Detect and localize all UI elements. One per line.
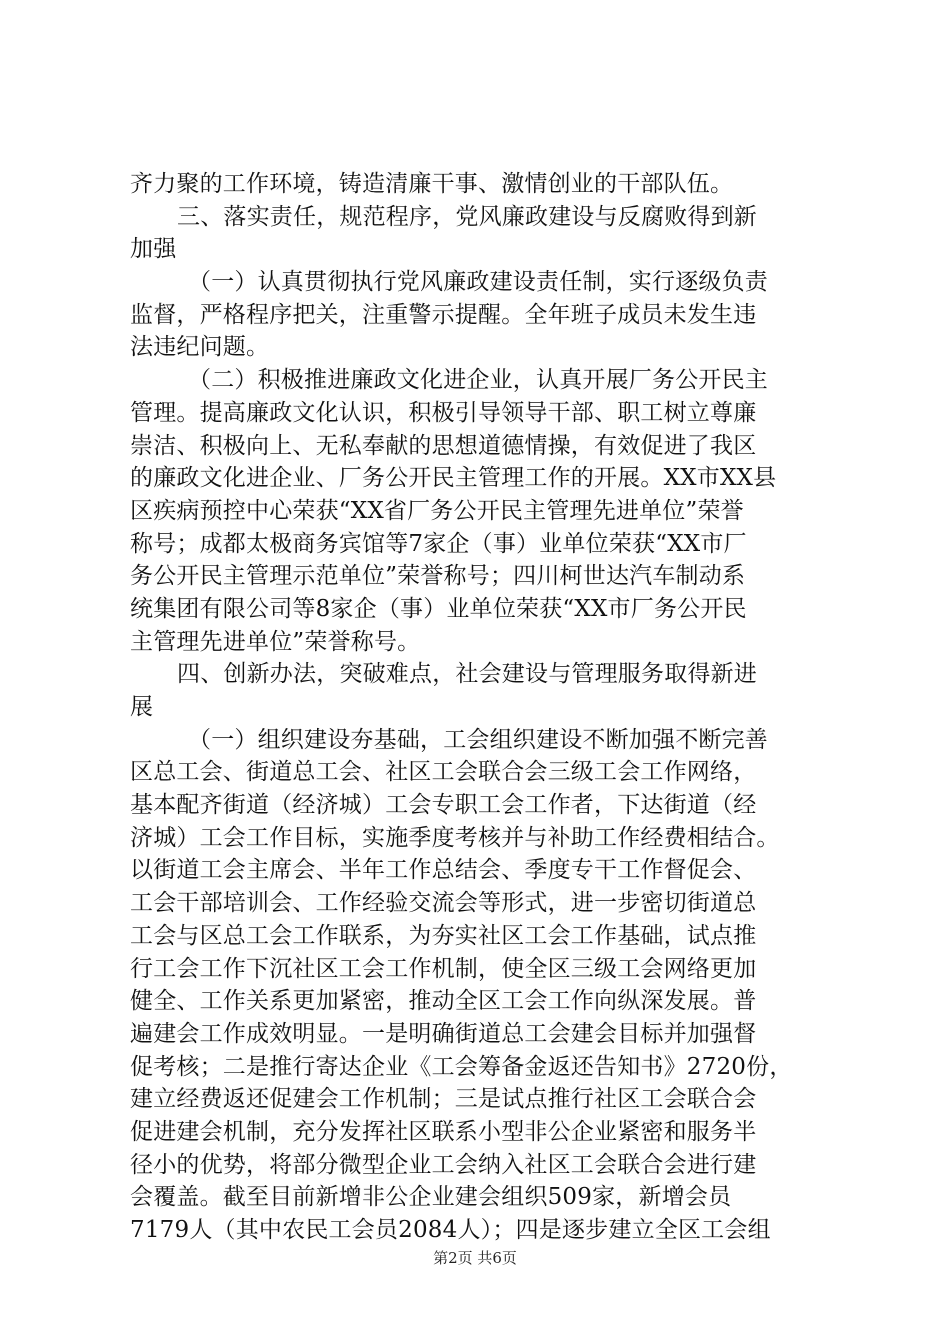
text-line: 主管理先进单位”荣誉称号。 xyxy=(130,628,421,655)
text-line: 加强 xyxy=(130,236,177,263)
text-line: 促考核；二是推行寄达企业《工会筹备金返还告知书》2720份， xyxy=(130,1053,793,1080)
text-line: 行工会工作下沉社区工会工作机制，使全区三级工会网络更加 xyxy=(130,955,757,982)
document-body xyxy=(130,168,850,1247)
text-line: 三、落实责任，规范程序，党风廉政建设与反腐败得到新 xyxy=(177,203,757,230)
text-line: 区疾病预控中心荣获“XX省厂务公开民主管理先进单位”荣誉 xyxy=(130,497,744,524)
text-line: 监督，严格程序把关，注重警示提醒。全年班子成员未发生违 xyxy=(130,301,757,328)
text-line: 遍建会工作成效明显。一是明确街道总工会建会目标并加强督 xyxy=(130,1020,757,1047)
text-line: 建立经费返还促建会工作机制；三是试点推行社区工会联合会 xyxy=(130,1086,757,1113)
text-line: （二）积极推进廉政文化进企业，认真开展厂务公开民主 xyxy=(188,367,768,394)
text-line: 会覆盖。截至目前新增非公企业建会组织509家，新增会员 xyxy=(130,1184,732,1211)
text-line: （一）认真贯彻执行党风廉政建设责任制，实行逐级负责 xyxy=(188,269,768,296)
text-line: 径小的优势，将部分微型企业工会纳入社区工会联合会进行建 xyxy=(130,1151,757,1178)
text-line: 工会与区总工会工作联系，为夯实社区工会工作基础，试点推 xyxy=(130,922,757,949)
text-line: 管理。提高廉政文化认识，积极引导领导干部、职工树立尊廉 xyxy=(130,399,757,426)
text-line: 区总工会、街道总工会、社区工会联合会三级工会工作网络， xyxy=(130,759,757,786)
text-line: 统集团有限公司等8家企（事）业单位荣获“XX市厂务公开民 xyxy=(130,595,747,622)
text-line: 工会干部培训会、工作经验交流会等形式，进一步密切街道总 xyxy=(130,890,757,917)
text-line: 济城）工会工作目标，实施季度考核并与补助工作经费相结合。 xyxy=(130,824,780,851)
text-line: 崇洁、积极向上、无私奉献的思想道德情操，有效促进了我区 xyxy=(130,432,757,459)
text-line: 健全、工作关系更加紧密，推动全区工会工作向纵深发展。普 xyxy=(130,988,757,1015)
page-footer: 第2页 共6页 xyxy=(433,1249,517,1267)
text-line: （一）组织建设夯基础，工会组织建设不断加强不断完善 xyxy=(188,726,768,753)
text-line: 展 xyxy=(130,694,154,720)
text-line: 基本配齐街道（经济城）工会专职工会工作者，下达街道（经 xyxy=(130,792,757,819)
text-line: 称号；成都太极商务宾馆等7家企（事）业单位荣获“XX市厂 xyxy=(130,530,747,557)
text-line: 务公开民主管理示范单位”荣誉称号；四川柯世达汽车制动系 xyxy=(130,563,746,590)
text-line: 齐力聚的工作环境，铸造清廉干事、激情创业的干部队伍。 xyxy=(130,171,734,197)
text-line: 7179人（其中农民工会员2084人）；四是逐步建立全区工会组 xyxy=(130,1217,771,1243)
text-line: 以街道工会主席会、半年工作总结会、季度专干工作督促会、 xyxy=(130,857,757,884)
text-line: 法违纪问题。 xyxy=(130,334,270,361)
text-line: 促进建会机制，充分发挥社区联系小型非公企业紧密和服务半 xyxy=(130,1118,757,1145)
text-line: 的廉政文化进企业、厂务公开民主管理工作的开展。XX市XX县 xyxy=(130,465,777,492)
text-line: 四、创新办法，突破难点，社会建设与管理服务取得新进 xyxy=(177,661,757,688)
